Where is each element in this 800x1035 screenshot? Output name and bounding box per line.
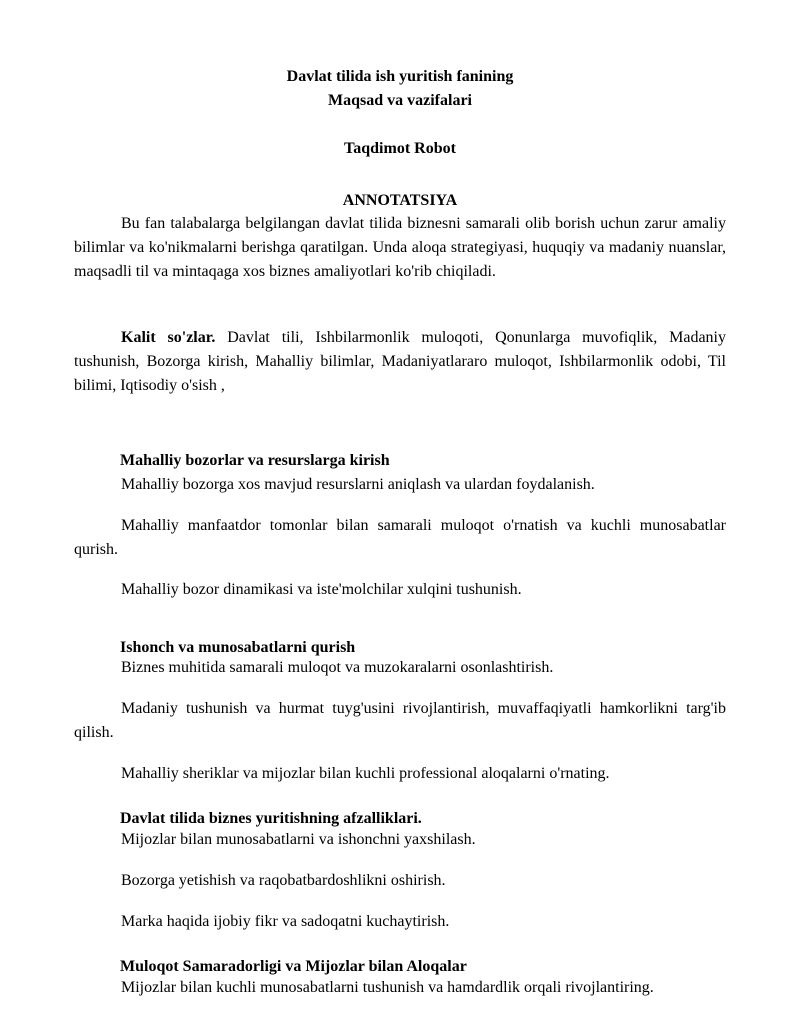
- document-title-line2: Maqsad va vazifalari: [328, 92, 472, 109]
- keywords-label: Kalit so'zlar.: [121, 329, 216, 346]
- section-paragraph: Mahalliy sheriklar va mijozlar bilan kuchli professional aloqalarni o'rnating.: [121, 765, 610, 782]
- section-heading: Davlat tilida biznes yuritishning afzalliklari.: [120, 810, 422, 827]
- section-paragraph: Marka haqida ijobiy fikr va sadoqatni kuchaytirish.: [121, 913, 450, 930]
- section-paragraph: Mijozlar bilan munosabatlarni va ishonchni yaxshilash.: [121, 831, 476, 848]
- section-paragraph: Mahalliy bozor dinamikasi va iste'molchilar xulqini tushunish.: [121, 581, 522, 598]
- annotation-heading: ANNOTATSIYA: [342, 192, 458, 209]
- document-author: Taqdimot Robot: [344, 140, 456, 157]
- annotation-paragraph: Bu fan talabalarga belgilangan davlat tilida biznesni samarali olib borish uchun zarur amaliy bilimlar va ko'nikmalarni berishga qaratilgan. Unda aloqa strategiyasi, huquqiy va madaniy nuanslar, maqsadli til va mintaqaga xos biznes amaliyotlari ko'rib chiqiladi.: [74, 215, 726, 280]
- section-paragraph: Bozorga yetishish va raqobatbardoshlikni oshirish.: [121, 872, 446, 889]
- section-paragraph: Mahalliy bozorga xos mavjud resurslarni aniqlash va ulardan foydalanish.: [121, 476, 595, 493]
- section-heading: Ishonch va munosabatlarni qurish: [120, 639, 356, 656]
- keywords-text: Davlat tili, Ishbilarmonlik muloqoti, Qonunlarga muvofiqlik, Madaniy tushunish, Bozorga kirish, Mahalliy bilimlar, Madaniyatlararo muloqot, Ishbilarmonlik odobi, Til bilimi, Iqtisodiy o'sish ,: [74, 329, 726, 394]
- section-paragraph: Mijozlar bilan kuchli munosabatlarni tushunish va hamdardlik orqali rivojlantiring.: [121, 979, 654, 996]
- keywords-paragraph: [74, 326, 726, 398]
- section-heading: Muloqot Samaradorligi va Mijozlar bilan Aloqalar: [120, 958, 467, 975]
- section-paragraph: Biznes muhitida samarali muloqot va muzokaralarni osonlashtirish.: [121, 659, 554, 676]
- section-paragraph: Mahalliy manfaatdor tomonlar bilan samarali muloqot o'rnatish va kuchli munosabatlar qurish.: [74, 517, 726, 558]
- section-heading: Mahalliy bozorlar va resurslarga kirish: [120, 452, 390, 469]
- document-title-line1: Davlat tilida ish yuritish fanining: [286, 68, 514, 85]
- section-paragraph: Madaniy tushunish va hurmat tuyg'usini rivojlantirish, muvaffaqiyatli hamkorlikni targ'ib qilish.: [74, 700, 726, 741]
